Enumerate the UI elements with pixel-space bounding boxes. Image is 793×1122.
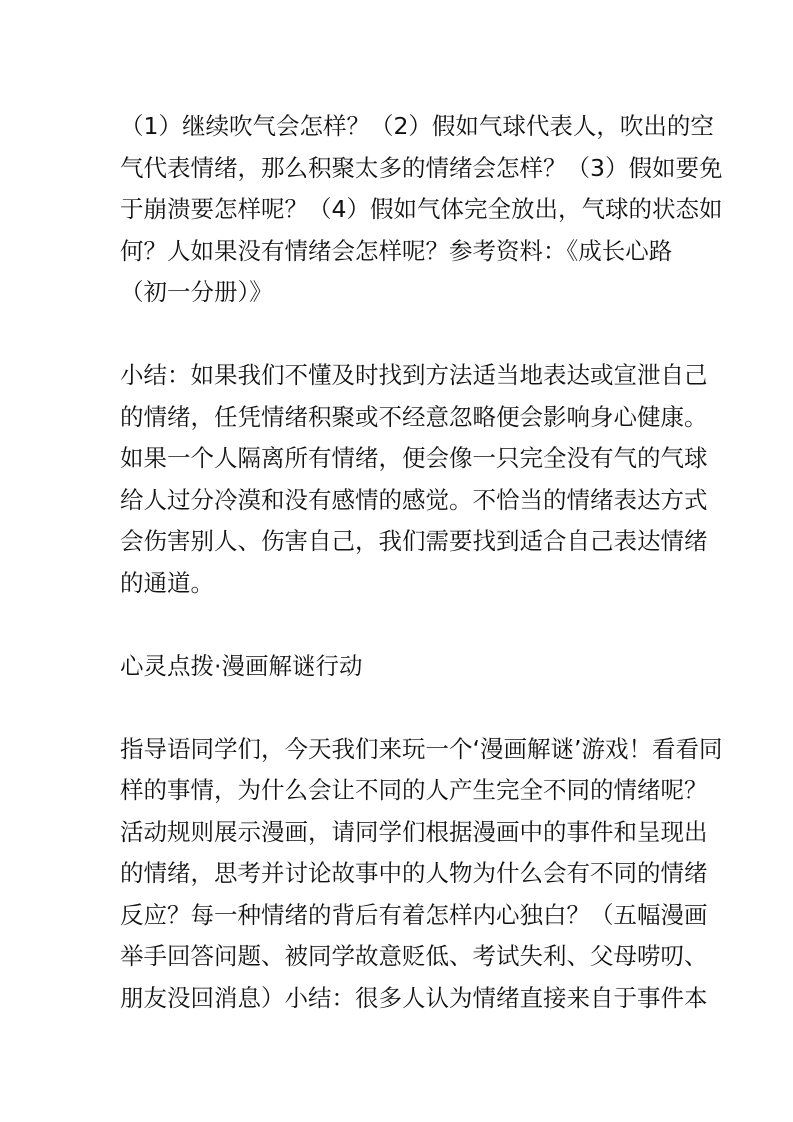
summary-paragraph: [120, 355, 708, 604]
activity-paragraph: [120, 729, 723, 1020]
text-line: 小结：如果我们不懂及时找到方法适当地表达或宣泄自己: [120, 361, 708, 389]
text-line: 如果一个人隔离所有情绪，便会像一只完全没有气的气球: [120, 444, 708, 472]
text-line: 于崩溃要怎样呢？（4）假如气体完全放出，气球的状态如: [120, 195, 723, 223]
text-line: 活动规则展示漫画，请同学们根据漫画中的事件和呈现出: [120, 817, 708, 846]
text-line: 气代表情绪，那么积聚太多的情绪会怎样？（3）假如要免: [120, 153, 723, 182]
text-line: 心灵点拨·漫画解谜行动: [120, 651, 363, 680]
text-line: 反应？每一种情绪的背后有着怎样内心独白？（五幅漫画: [120, 900, 708, 929]
text-line: 的情绪，任凭情绪积聚或不经意忽略便会影响身心健康。: [120, 402, 708, 431]
text-line: 的通道。: [120, 568, 214, 597]
balloon-questions-paragraph: [120, 106, 723, 314]
section-heading: [120, 646, 700, 688]
document-page: [120, 106, 723, 1061]
text-line: 举手回答问题、被同学故意贬低、考试失利、父母唠叨、: [120, 942, 708, 970]
text-line: （初一分册）》: [120, 278, 273, 306]
text-line: 朋友没回消息）小结：很多人认为情绪直接来自于事件本: [120, 983, 708, 1012]
text-line: （1）继续吹气会怎样？（2）假如气球代表人，吹出的空: [120, 112, 714, 140]
text-line: 何？人如果没有情绪会怎样呢？参考资料：《成长心路: [120, 236, 673, 265]
text-line: 给人过分冷漠和没有感情的感觉。不恰当的情绪表达方式: [120, 485, 708, 514]
text-line: 会伤害别人、伤害自己，我们需要找到适合自己表达情绪: [120, 527, 708, 555]
text-line: 样的事情，为什么会让不同的人产生完全不同的情绪呢？: [120, 776, 708, 804]
text-line: 的情绪，思考并讨论故事中的人物为什么会有不同的情绪: [120, 859, 708, 887]
text-line: 指导语同学们，今天我们来玩一个‘漫画解谜’游戏！看看同: [120, 734, 723, 763]
